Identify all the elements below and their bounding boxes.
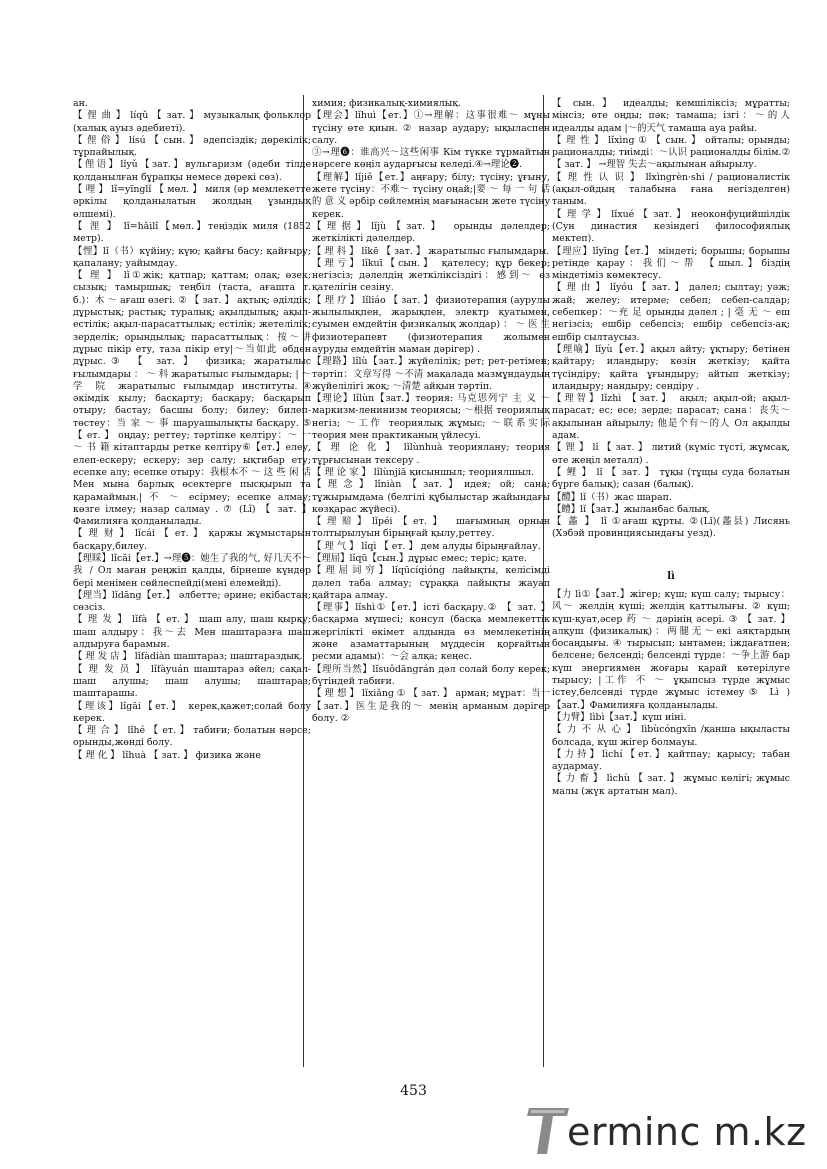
site-watermark [525,1102,815,1160]
dictionary-entry: 【理该】lǐgāi【ет.】 керек,қажет;солай болу керек. [73,700,311,724]
dictionary-entry: 【鳢】lǐ【зат.】жыланбас балық. [552,503,711,515]
dictionary-entry: ан. [73,98,88,109]
dictionary-entry: 【 理 发 】 lǐfà 【 ет. 】 шаш алу, шаш қырқу; шаш алдыру：我～去 Мен шаштаразға шаш алдыруға барамын. [73,614,311,651]
page-number: 453 [400,1083,427,1099]
dictionary-entry: 【理所当然】lǐsuǒdāngrán дәл солай болу керек; бүтіндей табиғи. [312,663,550,687]
dictionary-entry: 【 理 论 家 】 lǐlùnjiā қисыншыл; теориялшыл. [312,466,535,478]
dictionary-entry: 【理论】lǐlùn【зат.】теория: 马克思列宁 主 义 ～ маркизм-ленинизм теориясы; ～根据 теориялық негіз; ～工作 теориялық жұмыс; ～联系实际 теория мен практиканың үйлесуі. [312,393,550,442]
dictionary-entry: 【 理 发 员 】 lǐfàyuán шаштараз әйел; сақал-шаш алушы; шаш алушы; шаштараз; шаштарашы. [73,663,311,700]
dictionary-entry: 【理当】lǐdāng【ет.】 әлбетте; әрине; екібастан; сөзсіз. [73,589,311,614]
dictionary-entry: 【理应】lǐyīng【ет.】 міндеті; борышы; борышы ретінде қарау：我们～帮 【шыл.】біздің міндетіміз көмектесу. [552,245,790,282]
dictionary-entry: 【力 lì①【зат.】жігер; күш; күш салу; тырысу： 风～ желдің күші; желдің қаттылығы. ② күш; күш-қуат,әсер 药 ～ дәрінің әсері. ③ 【 зат. 】 алқуш (физикалық)：两腿无～екі аяқтардың босаңдығы. ④ тырысып; ынтамен; іждағатпен; белсене; белсенді; белсенді түрде：～争上游 бар күш энергиямен жоғары қарай көтерілуге тырысу; |工作 不 ～ ұқыпсыз түрде жұмыс істеу,белсенді түрде жұмыс істемеу⑤ Lì )【зат.】Фамилияға қолданылады. [552,588,790,711]
dictionary-entry: 【 理 论 化 】 lǐlùnhuà теориялану; теория тұрғысынан тексеру . [312,442,550,466]
dictionary-entry: 【 力 不 从 心 】 lìbùcóngxīn /қанша ықыласты болсада, күш жігер болмауы. [552,724,790,748]
dictionary-entry: 【 理 性 认 识 】 lǐxìngrèn·shi / рационалистік (ақыл-ойдың талабына ғана негізделген) таным. [552,171,790,208]
dictionary-entry: 【 理 】 lǐ①жік; қатпар; қаттам; олақ; өзек; сызық; тамыршық; теңбіл (таста, ағашта т. б.)：木 ～ ағаш өзегі. ② 【 зат. 】 ақтық; әділдік; дұрыстық; растық; туралық; ақылдылық; ақыл-естілік; ақыл-парасаттылық; естілік; жетелілік; зерделік; орындылық; парасаттылық：按～讲 дұрыс пікір ету, таза пікір ету|～当如此 әбден дұрыс.③ 【 зат. 】 физика; жаратылыс ғылымдары ： ～ 科 жаратылыс ғылымдары; | ～ 学 院 жаратылыс ғылымдар институты.④ әкімдік қылу; басқарту; басқару; басқарып отыру; бастау; басшы болу; билеу; билеп-төстеу：当 家 ～ 事 шаруашылықты басқару. ⑤ 【 ет. 】 оңдау; реттеу; тәртіпке келтіру：～ 一 ～ 书 籍 кітаптарды ретке келтіру⑥【ет.】елеу, елеп-ескеру; ескеру; зер салу; ықтибар ету; есепке алу; есепке отыру：我根本不 ～ 这 些 闲 话 Мен мына барлық өсектерге пысқырып та қарамаймын.| 不 ～ есірмеу; есепке алмау; көзге ілмеу; назар салмау . ⑦ (Lǐ) 【 зат. 】 Фамилияға қолданылады. [73,270,311,528]
dictionary-entry: 【 理 由 】 lǐyóu 【 зат. 】 дәлел; сылтау; уәж; жай; желеу; итерме; себеп; себеп-салдар; себепкер：～充 足 орынды дәлел ; | 毫 无 ～ еш негізсіз; ешбір себепсіз; ешбір себепсіз-ақ; ешбір сылтаусыз. [552,282,790,343]
dictionary-entry: 【理喻】lǐyù【ет.】ақыл айту; ұқтыру; бетінен қайтару; иландыру; көзін жеткізу; қайта түсіндіру; қайта ұғындыру; айтып жеткізу; иландыру; нандыру; сендіру . [552,343,790,392]
dictionary-entry: 【 理 想 】 lǐxiǎng ① 【 зат. 】 арман; мұрат：当一【зат.】医生是我的～ менің арманым дәрігер болу. ② [312,688,550,724]
dictionary-entry: 【力持】lìchí【ет.】қайтпау; қарысу; табан аудармау. [552,748,790,773]
dictionary-entry: 【理会】lǐhuì【ет.】①→理解：这事很难～ мұны түсіну өте қиын. ② назар аудару; ықыласпен салу. [312,110,550,146]
dictionary-entry: 【力臂】lìbì【зат.】күш иіні. [552,711,687,723]
dictionary-entry: 【悝】lǐ（书）күйіну; күю; қайғы басу; қайғыру; қапалану; уайымдау. [73,245,311,269]
dictionary-entry: 【理据】lǐjù【зат.】 орынды дәлелдер; жеткілікті дәлелдер. [312,220,550,245]
dictionary-entry: 【理屈】lǐqū【сын.】дұрыс емес; теріс; қате. [312,552,527,564]
dictionary-entry: 【 理 学 】 lǐxué 【 зат. 】 неоконфуцийшілдік (Сун династия кезіндегі философиялық мектеп). [552,208,790,245]
dictionary-entry: 【 理 疗 】 lǐliáo 【 зат. 】 физиотерапия (аурулы жылылықпен, жарықпен, электр қуатымен, суымен емдейтін физикалық жолдар) ： ～ 医 生 физиотерапевт (физиотерапия жолымен ауруды емдейтін маман дәрігер) . [312,294,550,355]
dictionary-entry: 【 俚 曲 】 líqǔ 【 зат. 】 музыкалық фольклор (халық ауыз әдебиеті). [73,110,311,134]
dictionary-entry: 【理智】lǐzhì 【зат.】 ақыл; ақыл-ой; ақыл-парасат; ес; есе; зерде; парасат; сана：丧失～ақылынан айырылу; 他是个有～的人 Ол ақылды адам. [552,393,790,442]
dictionary-entry: 【 理 性 】 lǐxìng ① 【 сын. 】 ойталы; орынды; рационалды; тиімді：～认识 рационалды білім.② 【 зат. 】 →理智 失去～ақылынан айырылу. [552,134,790,171]
dictionary-entry: 【俚语】lǐyǔ【зат.】вульгаризм (әдеби тілде қолданылған бұрапқы немесе дөрекі сөз). [73,159,311,183]
dictionary-entry: 【 鲤 】 lǐ 【 зат. 】 тұқы (тұщы суда болатын бүрге балық); сазан (балық). [552,466,790,491]
dictionary-entry: 【理亏】lǐkuī【сын.】 қателесу; құр бекер; негізсіз; дәлелдің жеткіліксіздігі：感到～ өз қателігін сезіну. [312,257,550,294]
dictionary-entry: 【 理 科 】 lǐkē 【 зат. 】 жаратылыс ғылымдары. [312,245,550,257]
dictionary-entry: химия; физикалық-химиялық. [312,98,461,109]
dictionary-entry: 【理赔】lǐpéi【ет.】 шағымның орнын толтырылуын бірыңғай қылу,реттеу. [312,516,550,540]
dictionary-entry: 【理解】lǐjiě【ет.】аңғару; білу; түсіну; ұғыну, жете түсіну：不难～ түсіну оңай;|要 ～ 每 一 句 话 的 意 义 әрбір сөйлемнің мағынасын жете түсіну керек. [312,171,550,220]
dictionary-entry: 【理事】lǐshì①【ет.】істі басқару.② 【 зат. 】 басқарма мүшесі; консул (басқа мемлекеттік жергілікті өкімет алдында өз мемлекетінің және азаматтарының мүддесін қорғайтын ресми адамы)：～会 алқа; кеңес. [312,602,550,663]
dictionary-entry: 【 理 合 】 lǐhé 【 ет. 】 табиғи; болатын нәрсе; орынды,жөнді болу. [73,725,311,749]
dictionary-entry: 【 蠡 】 lǐ ①ағаш құрты. ②(Lǐ)(蠡县) Лисянь (Хэбэй провинциясындағы уезд). [552,516,790,540]
dictionary-entry: 【理屈词穷】lǐqūcíqióng лайықты, келісімді дәлел таба алмау; сұраққа лайықты жауап қайтара алмау. [312,565,550,601]
column-3 [552,98,790,798]
dictionary-entry: 【 理 发 店 】 lǐfàdiàn шаштараз; шаштараздық. [73,651,303,663]
dictionary-entry: 【 俚 俗 】 lísú 【 сын. 】 әдепсіздік; дөрекілік; тұрпайылық. [73,134,311,159]
dictionary-entry: 【 理 财 】 lǐcái 【 ет. 】 қаржы жұмыстарын басқару,билеу. [73,528,311,552]
column-2 [312,98,550,725]
dictionary-entry: 【 浬 】 lǐ=hǎilǐ【мөл.】теңіздік миля (1852 метр). [73,220,311,245]
column-1 [73,98,311,762]
dictionary-entry: 【理念】lǐniàn【зат.】идея; ой; сана; тұжырымдама (белгілі құбылыстар жайындағы көзқарас жүйесі). [312,479,550,515]
dictionary-entry: 【 哩 】 lǐ=yīnglǐ 【 мөл. 】 миля (әр мемлекетте әркілы қолданылатын жолдың ұзындық өлшемі). [73,184,311,220]
dictionary-entry: 【 理 化 】 lǐhuà 【 зат. 】 физика және [73,749,261,761]
dictionary-entry: 【 力 畜 】 lìchù 【 зат. 】 жұмыс көлігі; жұмыс малы (жүк артатын мал). [552,773,790,797]
watermark-text: erminc m.kz [567,1110,807,1154]
dictionary-entry: ③→理❻：谁高兴～这些闲事 Кім түкке тұрмайтын нәрсеге көңіл аударғысы келеді.④→理论❷. [312,147,550,171]
dictionary-entry: 【理睬】lǐcǎi【ет.】→理❺：她生了我的气, 好几天不～我 / Ол маған реңжіп қалды, бірнеше күндер бері менімен сөйлеспейді(мені елемейді). [73,552,311,589]
dictionary-entry: 【醴】lǐ（书）жас шарап. [552,491,672,503]
dictionary-entry: 【理路】lǐlù【зат.】жүйелілік; рет; рет-ретімен; тәртіп：文章写得 ～不清 мақалада мазмұндаудың жүйелілігі жоқ; ～清楚 айқын тәртіп. [312,356,550,392]
dictionary-entry: 【 理 气 】 lǐqì 【 ет. 】 дем алуды бірыңғайлау. [312,540,541,552]
dictionary-entry: 【 сын. 】 идеалды; кемшіліксіз; мұратты; мінсіз; өте оңды; пәк; тамаша; ізгі：～的人 идеалды адам |～的天气 тамаша ауа райы. [552,98,790,134]
section-heading: lì [667,570,675,582]
dictionary-entry: 【 锂 】 lǐ 【 зат. 】 литий (күміс түсті, жұмсақ, өте жеңіл металл) . [552,442,790,466]
watermark-t-logo-icon [525,1104,573,1156]
